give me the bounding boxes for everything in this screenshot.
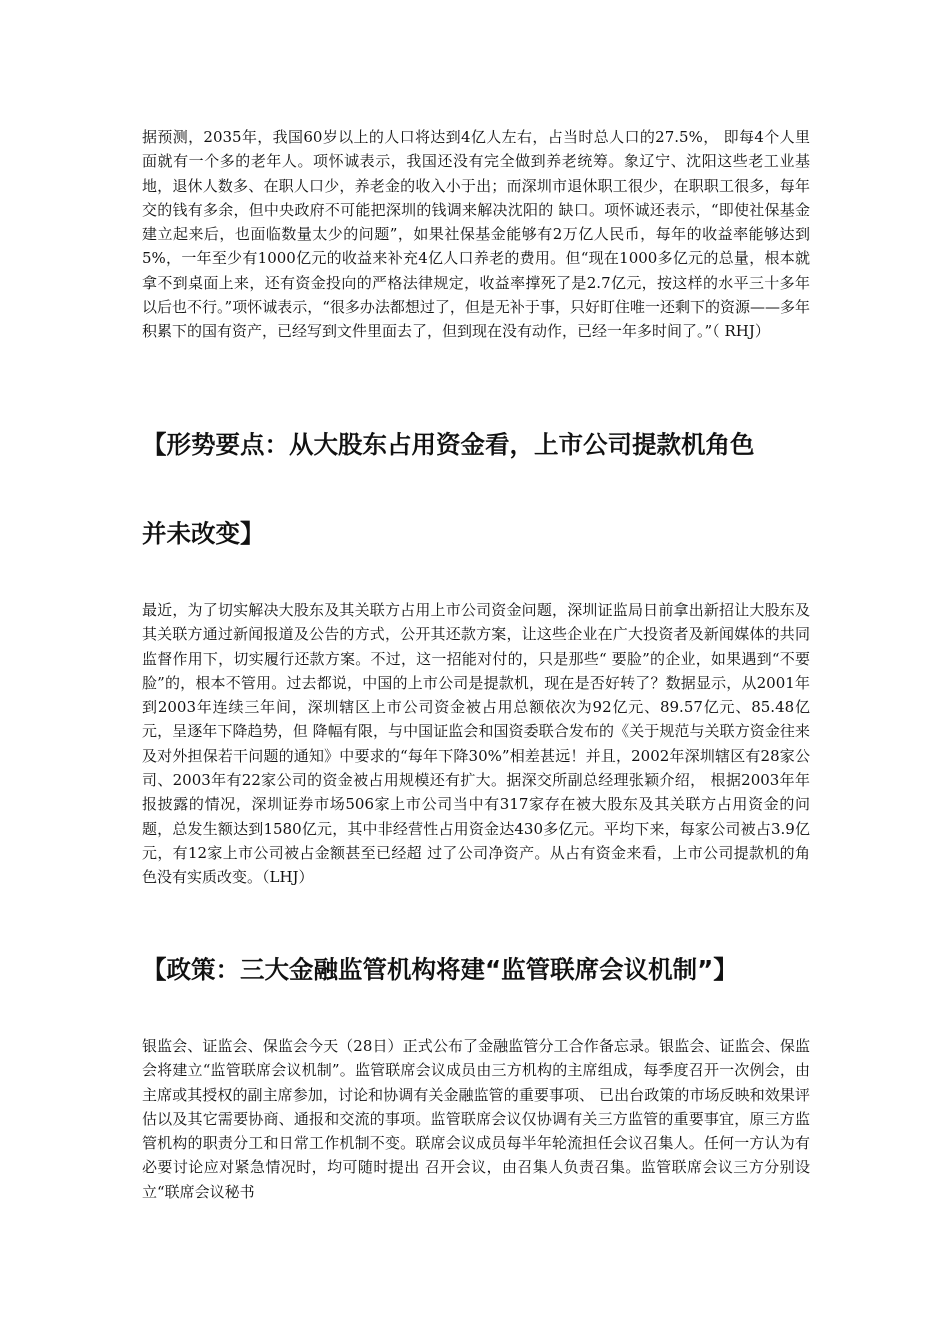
section-heading-regulatory-policy: 【政策：三大金融监管机构将建“监管联席会议机制”】 [142,955,738,984]
section-heading-listed-companies-line1: 【形势要点：从大股东占用资金看，上市公司提款机角色 [142,430,755,459]
article-paragraph-joint-meeting: 银监会、证监会、保监会今天（28日）正式公布了金融监管分工合作备忘录。银监会、证监会、保监会将建立“监管联席会议机制”。监管联席会议成员由三方机构的主席组成，每季度召开一次例会，由主席或其授权的副主席参加，讨论和协调有关金融监管的重要事项、 已出台政策的市场反映和效果评估以及其它需要协商、通报和交流的事项。监管联席会议仅协调有关三方监管的重要事宜，原三方监管机构的职责分工和日常工作机制不变。联席会议成员每半年轮流担任会议召集人。任何一方认为有必要讨论应对紧急情况时，均可随时提出 召开会议，由召集人负责召集。监管联席会议三方分别设立“联席会议秘书 [142,1037,810,1201]
article-paragraph-fund-occupation: 最近，为了切实解决大股东及其关联方占用上市公司资金问题，深圳证监局日前拿出新招让大股东及其关联方通过新闻报道及公告的方式，公开其还款方案，让这些企业在广大投资者及新闻媒体的共同监督作用下，切实履行还款方案。不过，这一招能对付的，只是那些“ 要脸”的企业，如果遇到“不要脸”的，根本不管用。过去都说，中国的上市公司是提款机，现在是否好转了？数据显示，从2001年到2003年连续三年间，深圳辖区上市公司资金被占用总额依次为92亿元、89.57亿元、85.48亿元，呈逐年下降趋势，但 降幅有限，与中国证监会和国资委联合发布的《关于规范与关联方资金往来及对外担保若干问题的通知》中要求的“每年下降30%”相差甚远！并且，2002年深圳辖区有28家公司、2003年有22家公司的资金被占用规模还有扩大。据深交所副总经理张颖介绍， 根据2003年年报披露的情况，深圳证券市场506家上市公司当中有317家存在被大股东及其关联方占用资金的问题，总发生额达到1580亿元，其中非经营性占用资金达430多亿元。平均下来，每家公司被占3.9亿元，有12家上市公司被占金额甚至已经超 过了公司净资产。从占有资金来看，上市公司提款机的角色没有实质改变。（LHJ） [142,601,810,887]
article-paragraph-pension: 据预测，2035年，我国60岁以上的人口将达到4亿人左右，占当时总人口的27.5%， 即每4个人里面就有一个多的老年人。项怀诚表示，我国还没有完全做到养老统筹。象辽宁、沈阳这些老工业基地，退休人数多、在职人口少，养老金的收入小于出；而深圳市退休职工很少，在职职工很多，每年交的钱有多余，但中央政府不可能把深圳的钱调来解决沈阳的 缺口。项怀诚还表示，“即使社保基金建立起来后，也面临数量太少的问题”，如果社保基金能够有2万亿人民币，每年的收益率能够达到5%，一年至少有1000亿元的收益来补充4亿人口养老的费用。但“现在1000多亿元的总量，根本就拿不到桌面上来，还有资金投向的严格法律规定，收益率撑死了是2.7亿元，按这样的水平三十多年以后也不行。”项怀诚表示，“很多办法都想过了，但是无补于事，只好盯住唯一还剩下的资源——多年积累下的国有资产，已经写到文件里面去了，但到现在没有动作，已经一年多时间了。”（ RHJ） [142,128,810,341]
section-heading-listed-companies-line2: 并未改变】 [142,519,265,548]
